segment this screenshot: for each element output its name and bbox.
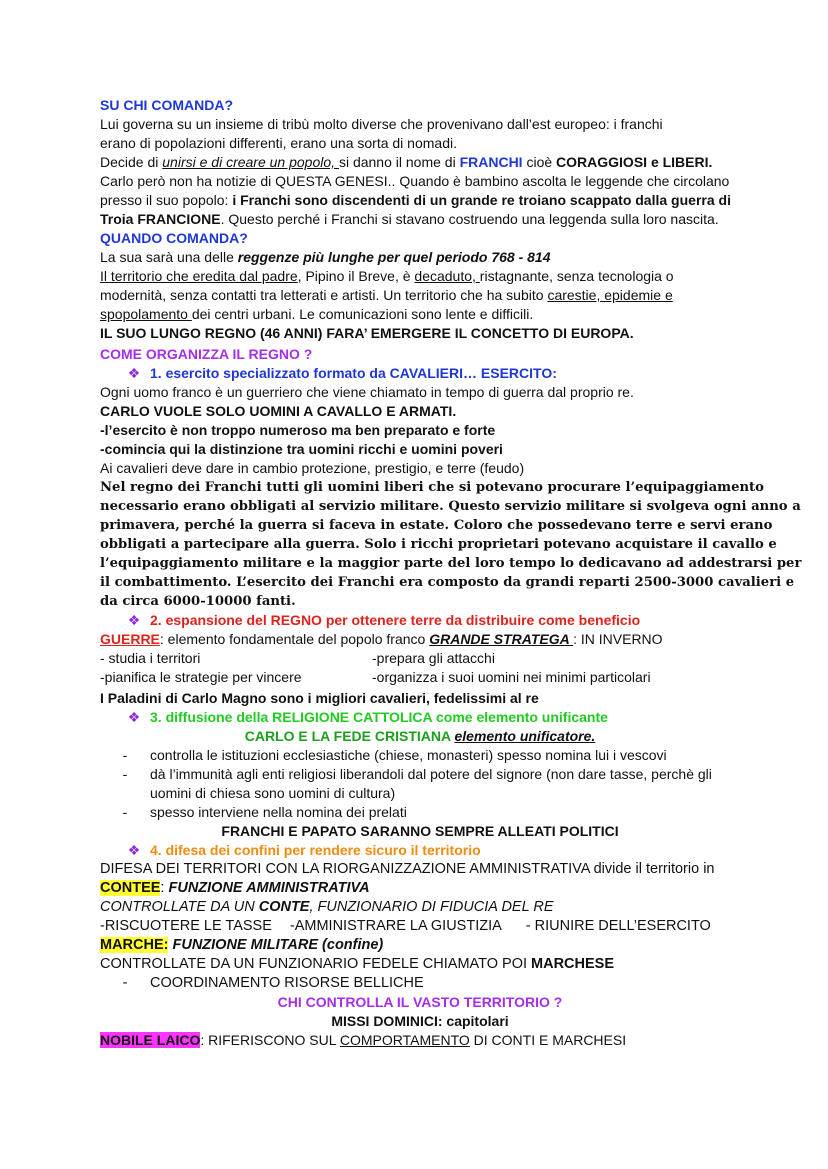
dash-item xyxy=(100,746,740,765)
point-text: 4. difesa dei confini per rendere sicuro il territorio xyxy=(150,842,481,858)
underlined-text: unirsi e di creare un popolo, xyxy=(162,154,339,170)
text-line xyxy=(100,630,740,649)
centered-heading: CHI CONTROLLA IL VASTO TERRITORIO ? xyxy=(277,994,563,1010)
text-line xyxy=(100,286,740,305)
dash-bullet: - xyxy=(122,766,128,782)
point-1 xyxy=(100,364,740,383)
bold-italic-text: FUNZIONE AMMINISTRATIVA xyxy=(168,880,370,896)
serif-line: il combattimento. L’esercito dei Franchi era composto da grandi reparti 2500-3000 cavalieri e xyxy=(100,575,795,590)
text: La sua sarà una delle xyxy=(100,249,238,265)
text: : elemento fondamentale del popolo franco xyxy=(159,631,430,647)
text: si danno il nome di xyxy=(338,154,460,170)
bold-line: -l’esercito è non troppo numeroso ma ben preparato e forte xyxy=(100,422,496,438)
text: -RISCUOTERE LE TASSE xyxy=(100,918,272,934)
text-line: Ogni uomo franco è un guerriero che viene chiamato in tempo di guerra dal proprio re. xyxy=(100,384,634,400)
text-line xyxy=(100,879,740,898)
text-line xyxy=(100,898,740,917)
guerre-keyword: GUERRE xyxy=(100,631,160,647)
text: - RIUNIRE DELL’ESERCITO xyxy=(525,918,711,934)
point-text: 1. esercito specializzato formato da CAVALIERI… ESERCITO: xyxy=(150,365,557,381)
bold-text: CORAGGIOSI e LIBERI. xyxy=(556,154,713,170)
text: spesso interviene nella nomina dei prelati xyxy=(150,804,407,820)
column-right: -organizza i suoi uomini nei minimi particolari xyxy=(372,669,651,685)
serif-line: obbligati a partecipare alla guerra. Solo i ricchi proprietari potevano acquistare il cavallo e xyxy=(100,537,777,552)
dash-item-continuation: uomini di chiesa sono uomini di cultura) xyxy=(150,785,396,801)
dash-item xyxy=(100,974,740,993)
underlined-bold-text: elemento unificatore. xyxy=(454,728,596,744)
text-line xyxy=(100,955,740,974)
bold-line: IL SUO LUNGO REGNO (46 ANNI) FARA’ EMERGERE IL CONCETTO DI EUROPA. xyxy=(100,325,634,341)
text-line xyxy=(100,191,740,210)
text: dà l’immunità agli enti religiosi liberandoli dal potere del signore (non dare tasse, perchè gli xyxy=(150,766,712,782)
section-heading-come-organizza: COME ORGANIZZA IL REGNO ? xyxy=(100,346,313,362)
dash-bullet: - xyxy=(122,747,128,763)
diamond-bullet-icon: ❖ xyxy=(127,842,141,858)
bold-italic-text: FUNZIONE MILITARE (confine) xyxy=(168,937,384,953)
text: : IN INVERNO xyxy=(573,631,663,647)
point-2 xyxy=(100,611,740,630)
bold-line: -comincia qui la distinzione tra uomini ricchi e uomini poveri xyxy=(100,441,503,457)
underlined-text: Il territorio che eredita dal padre xyxy=(100,268,298,284)
text: CONTROLLATE DA UN xyxy=(100,899,259,915)
point-text: 2. espansione del REGNO per ottenere terre da distribuire come beneficio xyxy=(150,612,641,628)
column-left: -pianifica le strategie per vincere xyxy=(100,669,302,685)
bold-line: I Paladini di Carlo Magno sono i migliori cavalieri, fedelissimi al re xyxy=(100,690,539,706)
section-heading-quando-comanda: QUANDO COMANDA? xyxy=(100,230,248,246)
text: DI CONTI E MARCHESI xyxy=(469,1032,627,1048)
point-4 xyxy=(100,841,740,860)
text-line xyxy=(100,267,740,286)
text-line xyxy=(100,936,740,955)
dash-bullet: - xyxy=(122,975,128,991)
diamond-bullet-icon: ❖ xyxy=(127,365,141,381)
serif-line: primavera, perché la guerra si faceva in estate. Coloro che possedevano terre e servi erano xyxy=(100,518,773,533)
contee-highlight: CONTEE xyxy=(100,880,161,896)
underlined-text: carestie, epidemie e xyxy=(547,287,673,303)
text-line: Lui governa su un insieme di tribù molto diverse che provenivano dall’est europeo: i franchi xyxy=(100,116,663,132)
text: : RIFERISCONO SUL xyxy=(200,1032,340,1048)
text: COORDINAMENTO RISORSE BELLICHE xyxy=(150,975,424,991)
point-3 xyxy=(100,708,740,727)
two-column-line xyxy=(100,668,740,687)
column-left: - studia i territori xyxy=(100,650,201,666)
diamond-bullet-icon: ❖ xyxy=(127,612,141,628)
text: , Pipino il Breve, è xyxy=(297,268,415,284)
franchi-keyword: FRANCHI xyxy=(459,154,523,170)
text-line: DIFESA DEI TERRITORI CON LA RIORGANIZZAZIONE AMMINISTRATIVA divide il territorio in xyxy=(100,861,715,877)
text-line xyxy=(100,248,740,267)
centered-bold-line: MISSI DOMINICI: capitolari xyxy=(331,1013,509,1029)
text: presso il suo popolo: xyxy=(100,192,233,208)
underlined-bold-text: GRANDE STRATEGA xyxy=(429,631,574,647)
bold-text: i Franchi sono discendenti di un grande re troiano scappato dalla guerra di xyxy=(232,192,731,208)
bold-line: CARLO VUOLE SOLO UOMINI A CAVALLO E ARMATI. xyxy=(100,403,457,419)
text-line: Ai cavalieri deve dare in cambio protezione, prestigio, e terre (feudo) xyxy=(100,460,525,476)
text: CARLO E LA FEDE CRISTIANA xyxy=(244,728,455,744)
text-line xyxy=(100,305,740,324)
text: CONTROLLATE DA UN FUNZIONARIO FEDELE CHIAMATO POI xyxy=(100,956,532,972)
column-right: -prepara gli attacchi xyxy=(372,650,495,666)
bold-italic-text: reggenze più lunghe per quel periodo 768 - 814 xyxy=(237,249,551,265)
centered-line xyxy=(100,727,740,746)
text-line xyxy=(100,917,740,936)
underlined-text: COMPORTAMENTO xyxy=(339,1032,470,1048)
text-line xyxy=(100,153,740,172)
underlined-text: spopolamento xyxy=(100,306,192,322)
text: controlla le istituzioni ecclesiastiche (chiese, monasteri) spesso nomina lui i vescovi xyxy=(150,747,667,763)
text: cioè xyxy=(522,154,557,170)
bold-text: CONTE xyxy=(258,899,310,915)
text: dei centri urbani. Le comunicazioni sono lente e difficili. xyxy=(191,306,534,322)
underlined-text: decaduto, xyxy=(414,268,480,284)
dash-item xyxy=(100,803,740,822)
text: -AMMINISTRARE LA GIUSTIZIA xyxy=(289,918,502,934)
bold-text: MARCHESE xyxy=(531,956,615,972)
text-line xyxy=(100,1031,740,1050)
serif-line: da circa 6000-10000 fanti. xyxy=(100,594,296,609)
text: Decide di xyxy=(100,154,163,170)
two-column-line xyxy=(100,649,740,668)
bold-text: Troia FRANCIONE xyxy=(100,211,221,227)
diamond-bullet-icon: ❖ xyxy=(127,709,141,725)
serif-line: l’equipaggiamento militare e la maggior parte del loro tempo lo dedicavano ad addestrarsi per xyxy=(100,556,802,571)
marche-highlight: MARCHE: xyxy=(100,937,169,953)
text: modernità, senza contatti tra letterati e artisti. Un territorio che ha subito xyxy=(100,287,548,303)
section-heading-su-chi-comanda: SU CHI COMANDA? xyxy=(100,97,233,113)
text: , FUNZIONARIO DI FIDUCIA DEL RE xyxy=(309,899,554,915)
serif-line: necessario erano obbligati al servizio militare. Questo servizio militare si svolgeva ogni anno a xyxy=(100,499,801,514)
text: . Questo perché i Franchi si stavano costruendo una leggenda sulla loro nascita. xyxy=(220,211,719,227)
text: ristagnante, senza tecnologia o xyxy=(479,268,674,284)
text-line: Carlo però non ha notizie di QUESTA GENESI.. Quando è bambino ascolta le leggende che circolano xyxy=(100,173,730,189)
dash-item xyxy=(100,765,740,784)
text-line: erano di popolazioni differenti, erano una sorta di nomadi. xyxy=(100,135,457,151)
text-line xyxy=(100,210,740,229)
document-page xyxy=(100,96,802,1050)
point-text: 3. diffusione della RELIGIONE CATTOLICA come elemento unificante xyxy=(150,709,608,725)
serif-line: Nel regno dei Franchi tutti gli uomini liberi che si potevano procurare l’equipaggiamento xyxy=(100,480,764,495)
nobile-laico-highlight: NOBILE LAICO xyxy=(100,1032,201,1048)
dash-bullet: - xyxy=(122,804,128,820)
centered-bold-line: FRANCHI E PAPATO SARANNO SEMPRE ALLEATI POLITICI xyxy=(221,823,619,839)
text: : xyxy=(160,880,169,896)
